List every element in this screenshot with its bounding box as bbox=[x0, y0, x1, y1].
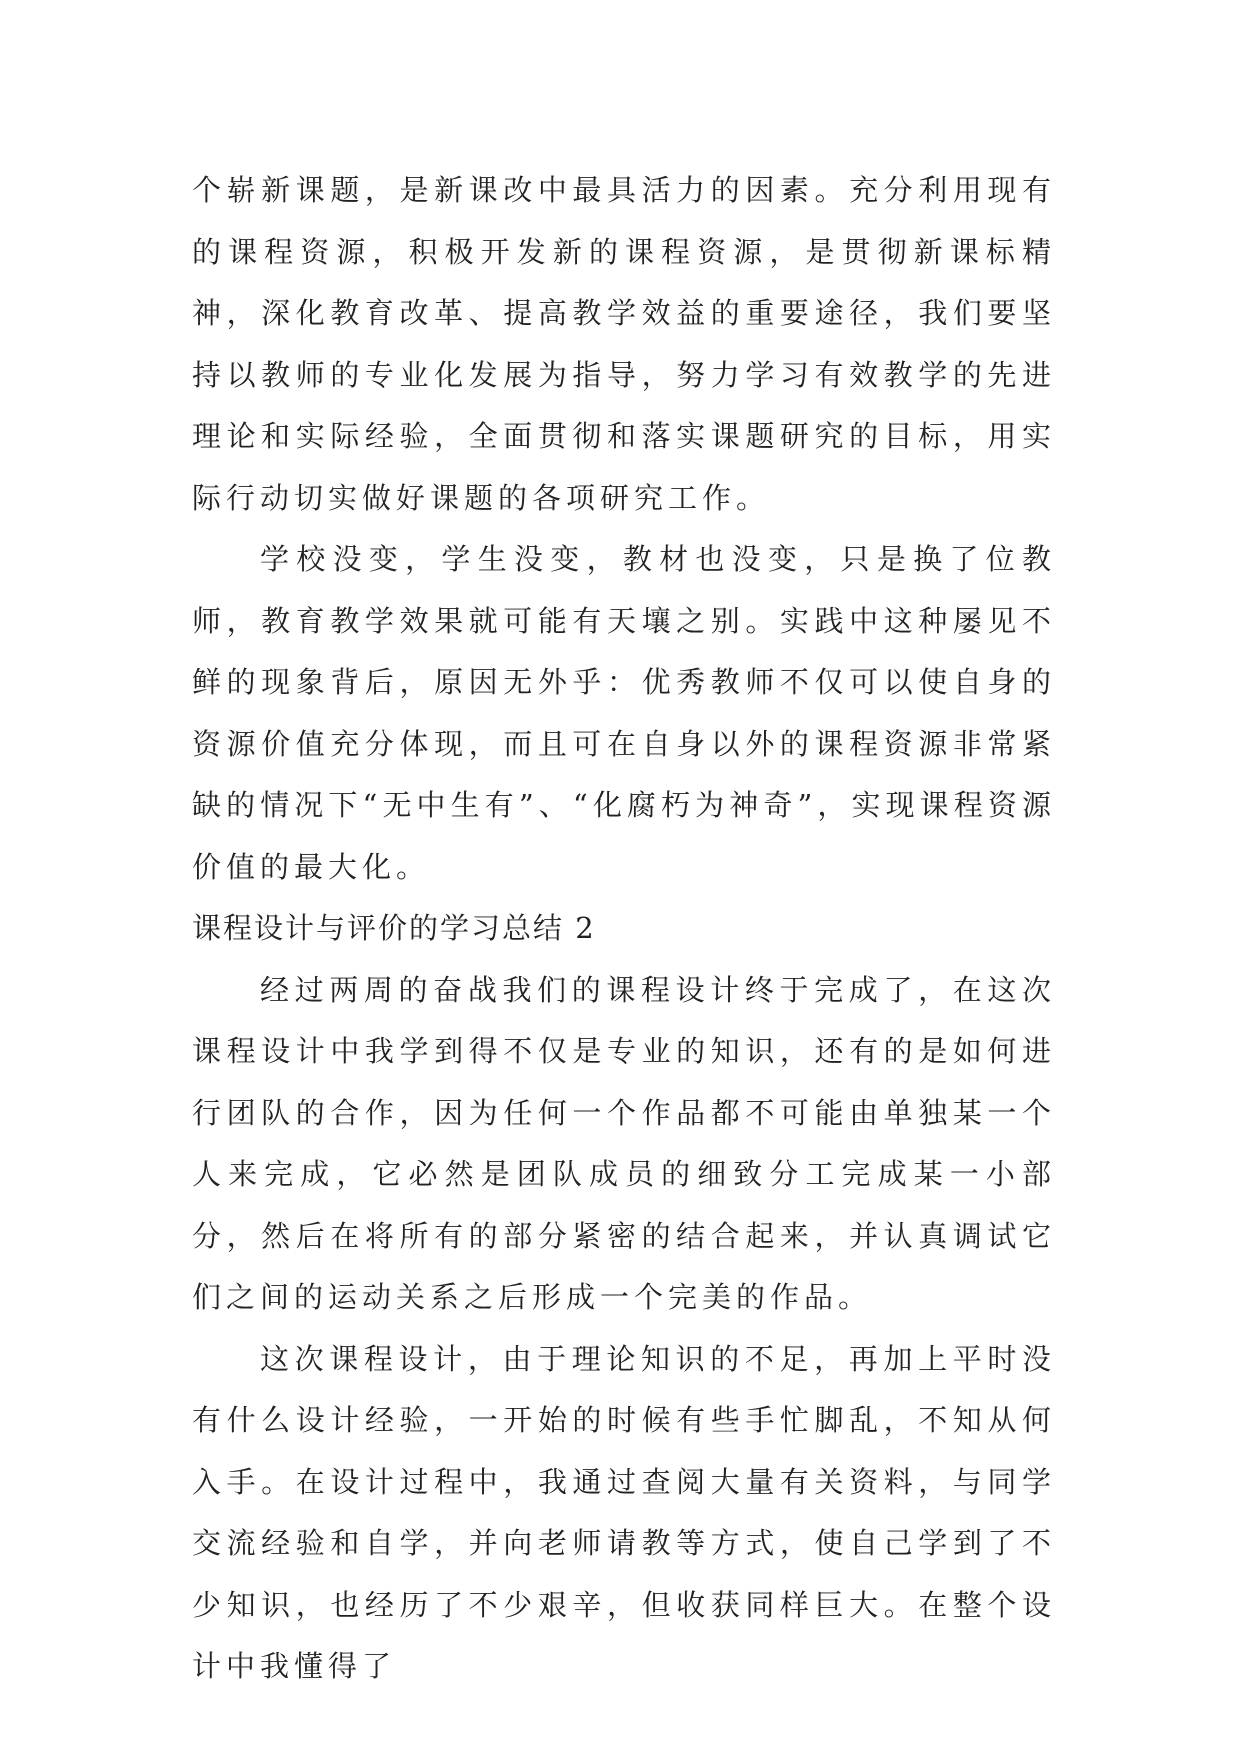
paragraph-continuation: 个崭新课题，是新课改中最具活力的因素。充分利用现有的课程资源，积极开发新的课程资源，是贯彻新课标精神，深化教育改革、提高教学效益的重要途径，我们要坚持以教师的专业化发展为指导，努力学习有效教学的先进理论和实际经验，全面贯彻和落实课题研究的目标，用实际行动切实做好课题的各项研究工作。 bbox=[192, 173, 1056, 515]
document-body bbox=[192, 160, 1056, 1698]
paragraph-course-design-teamwork: 经过两周的奋战我们的课程设计终于完成了，在这次课程设计中我学到得不仅是专业的知识，还有的是如何进行团队的合作，因为任何一个作品都不可能由单独某一个人来完成，它必然是团队成员的细致分工完成某一小部分，然后在将所有的部分紧密的结合起来，并认真调试它们之间的运动关系之后形成一个完美的作品。 bbox=[192, 972, 1056, 1314]
paragraph-teacher-resource: 学校没变，学生没变，教材也没变，只是换了位教师，教育教学效果就可能有天壤之别。实践中这种屡见不鲜的现象背后，原因无外乎：优秀教师不仅可以使自身的资源价值充分体现，而且可在自身以外的课程资源非常紧缺的情况下“无中生有”、“化腐朽为神奇”，实现课程资源价值的最大化。 bbox=[192, 542, 1056, 884]
paragraph-course-design-learning: 这次课程设计，由于理论知识的不足，再加上平时没有什么设计经验，一开始的时候有些手忙脚乱，不知从何入手。在设计过程中，我通过查阅大量有关资料，与同学交流经验和自学，并向老师请教等方式，使自己学到了不少知识，也经历了不少艰辛，但收获同样巨大。在整个设计中我懂得了 bbox=[192, 1341, 1056, 1683]
section-heading: 课程设计与评价的学习总结 2 bbox=[192, 911, 596, 945]
